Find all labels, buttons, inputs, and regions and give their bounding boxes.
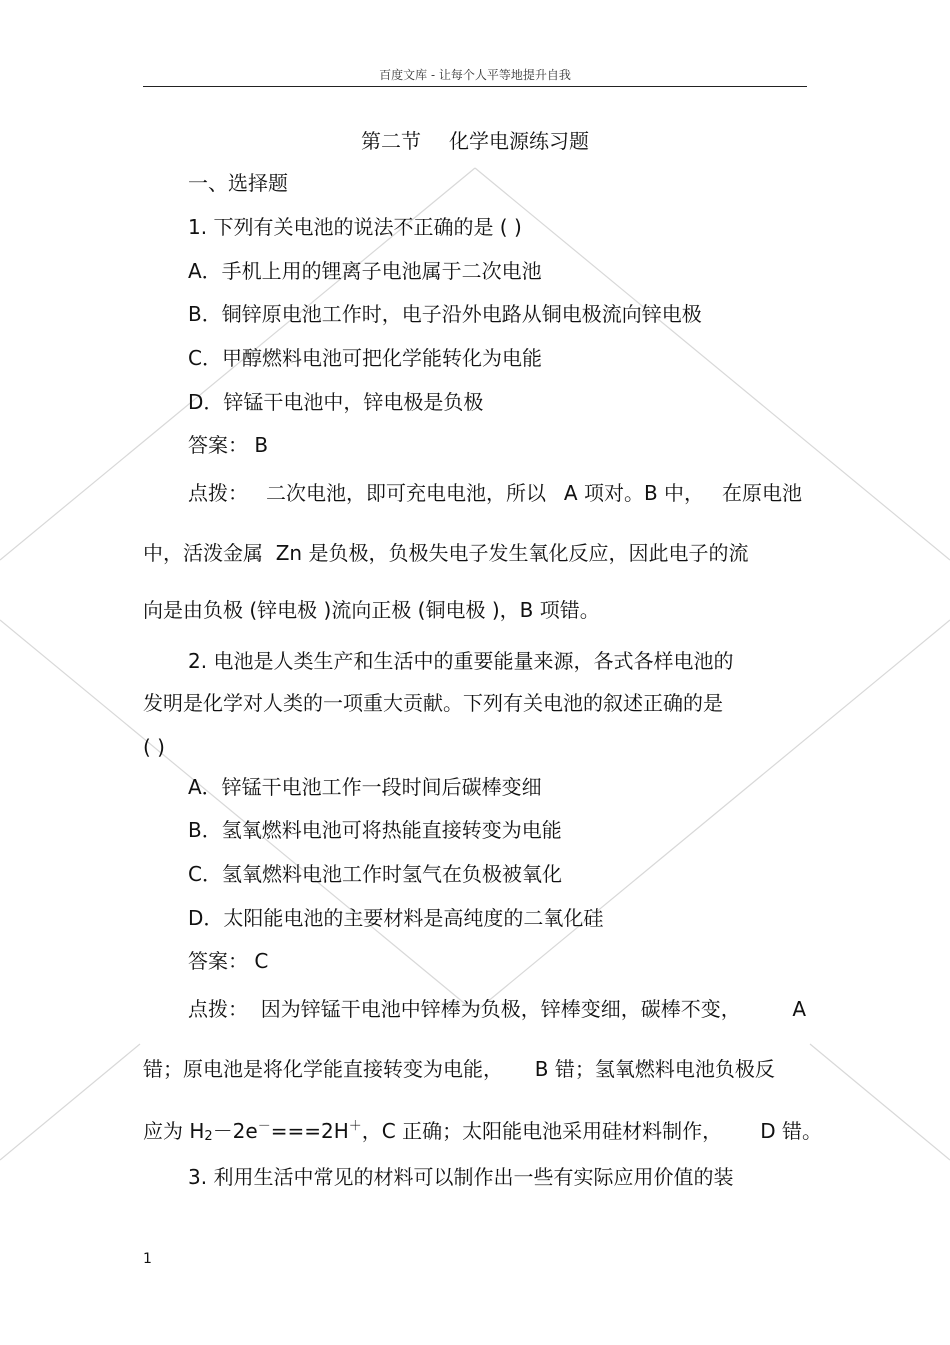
q2-hint-line-2 xyxy=(143,1056,775,1082)
q2-hint-seg: －2e xyxy=(212,1119,258,1143)
q2-hint-seg: B 错；氢氧燃料电池负极反 xyxy=(534,1057,775,1081)
q1-stem: 1. 下列有关电池的说法不正确的是 ( ) xyxy=(188,215,522,239)
q2-hint-seg: ===2H xyxy=(270,1119,349,1143)
document-title xyxy=(0,128,950,154)
q1-hint-seg: Zn 是负极，负极失电子发生氧化反应，因此电子的流 xyxy=(275,541,749,565)
q1-hint-seg: A 项对。B 中， xyxy=(563,481,705,505)
superscript: ＋ xyxy=(348,1119,362,1134)
q2-hint-line-1 xyxy=(188,996,806,1022)
q1-hint-line-1 xyxy=(188,480,802,506)
q1-hint-seg: 中，活泼金属 xyxy=(143,541,263,565)
section-heading: 一、选择题 xyxy=(188,171,288,195)
q2-hint-seg: 应为 H xyxy=(143,1119,205,1143)
q2-stem-line-2: 发明是化学对人类的一项重大贡献。下列有关电池的叙述正确的是 xyxy=(143,691,723,715)
q2-option-c: C．氢氧燃料电池工作时氢气在负极被氧化 xyxy=(188,862,562,886)
q1-option-c: C．甲醇燃料电池可把化学能转化为电能 xyxy=(188,346,542,370)
q2-option-d: D．太阳能电池的主要材料是高纯度的二氧化硅 xyxy=(188,906,604,930)
page-header: 百度文库 - 让每个人平等地提升自我 xyxy=(379,68,571,82)
title-section: 第二节 xyxy=(361,129,421,153)
q1-answer: 答案： B xyxy=(188,433,269,457)
q2-hint-label: 点拨： xyxy=(188,997,248,1021)
q1-hint-label: 点拨： xyxy=(188,481,248,505)
q2-hint-seg: 因为锌锰干电池中锌棒为负极，锌棒变细，碳棒不变， xyxy=(260,997,741,1021)
page-number: 1 xyxy=(143,1251,152,1267)
q2-hint-seg: D 错。 xyxy=(760,1119,823,1143)
title-topic: 化学电源练习题 xyxy=(449,129,589,153)
q2-stem-line-1: 2. 电池是人类生产和生活中的重要能量来源，各式各样电池的 xyxy=(188,649,734,673)
q1-hint-line-2 xyxy=(143,540,748,566)
q2-hint-seg: 错；原电池是将化学能直接转变为电能， xyxy=(143,1057,503,1081)
q2-hint-seg: ，C 正确；太阳能电池采用硅材料制作， xyxy=(361,1119,723,1143)
q1-option-a: A．手机上用的锂离子电池属于二次电池 xyxy=(188,259,542,283)
q2-hint-line-3 xyxy=(143,1114,822,1150)
header-rule xyxy=(143,86,807,87)
subscript: 2 xyxy=(204,1129,213,1144)
q3-stem: 3. 利用生活中常见的材料可以制作出一些有实际应用价值的装 xyxy=(188,1165,734,1189)
q1-hint-line-3: 向是由负极 (锌电极 )流向正极 (铜电极 )，B 项错。 xyxy=(143,598,600,622)
q1-hint-seg: 二次电池，即可充电电池，所以 xyxy=(265,481,546,505)
superscript: － xyxy=(257,1119,271,1134)
q2-hint-seg: A xyxy=(792,997,806,1021)
q2-answer: 答案： C xyxy=(188,949,269,973)
q2-stem-line-3: ( ) xyxy=(143,735,165,759)
q1-hint-seg: 在原电池 xyxy=(721,481,802,505)
q1-option-d: D．锌锰干电池中，锌电极是负极 xyxy=(188,390,484,414)
q2-option-a: A．锌锰干电池工作一段时间后碳棒变细 xyxy=(188,775,542,799)
q1-option-b: B．铜锌原电池工作时，电子沿外电路从铜电极流向锌电极 xyxy=(188,302,702,326)
q2-option-b: B．氢氧燃料电池可将热能直接转变为电能 xyxy=(188,818,562,842)
